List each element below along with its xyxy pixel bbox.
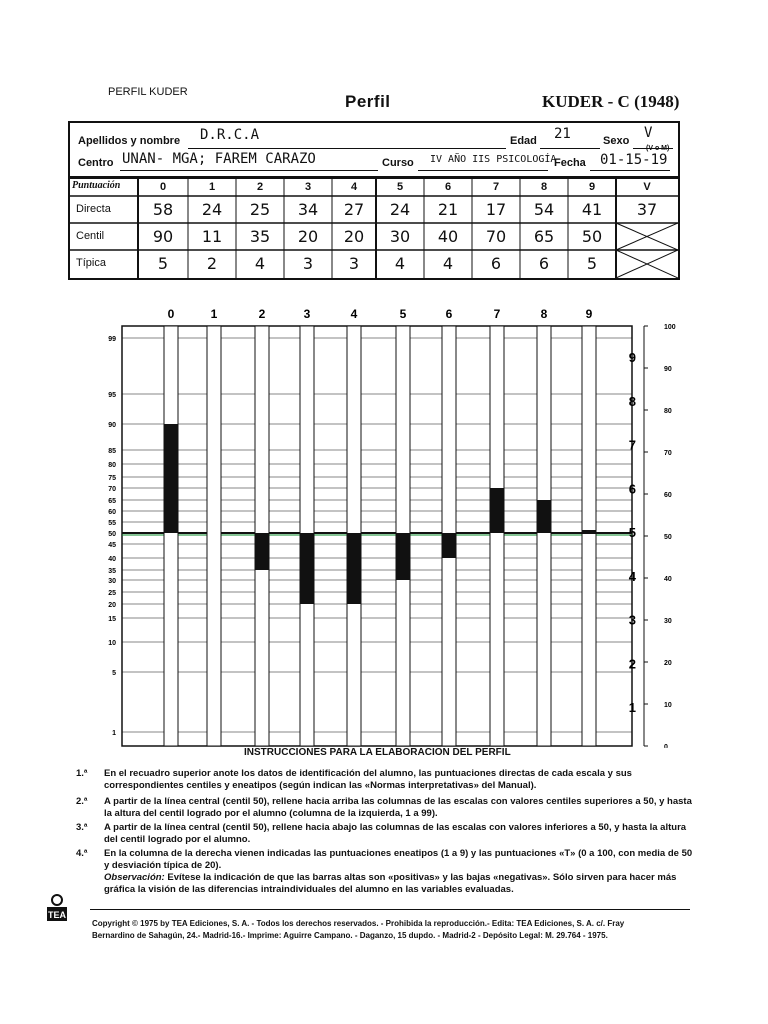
centile-tick-label: 1 [112,730,116,737]
sex-field[interactable]: V [644,125,653,141]
name-field[interactable]: D.R.C.A [200,127,260,143]
instruction-number: 3.ª [76,822,88,833]
instruction-text: A partir de la línea central (centil 50), rellene hacia arriba las columnas de las escalas con valores centiles superiores a 50, y hasta la altura del centil logrado por el alumno (columna de la izquierda, 1 a 99). [104,796,692,819]
score-cell: 11 [201,227,223,246]
scale-header-1: 1 [208,181,216,193]
centile-tick-label: 10 [108,640,116,647]
instruction-number: 1.ª [76,768,88,779]
profile-column-label: 0 [167,307,175,321]
profile-chart [82,300,684,748]
stanine-label: 9 [628,350,636,366]
centile-tick-label: 30 [108,578,116,585]
t-score-label: 90 [664,366,672,373]
centile-tick-label: 75 [108,475,116,482]
centile-tick-label: 70 [108,486,116,493]
profile-bar-3 [300,533,314,604]
centile-tick-label: 20 [108,602,116,609]
profile-column-label: 7 [493,307,501,321]
corner-label: PERFIL KUDER [108,86,188,98]
footer-line-1: Copyright © 1975 by TEA Ediciones, S. A. - Todos los derechos reservados. - Prohibida la reproducción.- Edita: TEA Ediciones, S. A. c/. Fray [92,919,625,928]
score-cell: 4 [254,254,266,273]
centile-tick-label: 35 [108,568,116,575]
score-cell: 40 [437,227,459,246]
profile-bar-4 [347,533,361,604]
scale-header-3: 3 [304,181,312,193]
score-cell: 41 [581,200,603,219]
centile-tick-label: 5 [112,670,116,677]
instruction-number: 2.ª [76,796,88,807]
identification-box [68,121,680,179]
stanine-label: 5 [628,525,636,541]
date-field[interactable]: 01-15-19 [600,152,668,168]
profile-bar-5 [396,533,410,580]
scale-header-7: 7 [492,181,500,193]
score-cell: 20 [297,227,319,246]
scale-header-6: 6 [444,181,452,193]
scale-header-4: 4 [350,181,358,193]
t-score-label: 50 [664,534,672,541]
score-header-label: Puntuación [72,180,121,191]
centile-tick-label: 85 [108,448,116,455]
profile-column-label: 1 [210,307,218,321]
t-score-label: 40 [664,576,672,583]
score-cell: 21 [437,200,459,219]
age-label: Edad [510,135,537,147]
stanine-label: 7 [628,437,636,453]
instruction-text: En el recuadro superior anote los datos de identificación del alumno, las puntuaciones directas de cada escala y sus correspondientes centiles y eneatipos (según indican las «Normas interpretativas» del Manual). [104,768,632,791]
centile-tick-label: 25 [108,590,116,597]
page-title: Perfil [345,92,391,111]
scale-header-0: 0 [159,181,167,193]
instruction-number: 4.ª [76,848,88,859]
date-label: Fecha [554,157,586,169]
score-table [68,176,680,280]
centile-tick-label: 50 [108,531,116,538]
course-label: Curso [382,157,414,169]
profile-column-label: 3 [303,307,311,321]
scale-column-1 [207,326,221,746]
score-cell: 3 [302,254,314,273]
instructions-title: INSTRUCCIONES PARA LA ELABORACION DEL PERFIL [244,747,511,758]
profile-column-label: 8 [540,307,548,321]
svg-text:TEA: TEA [48,910,66,920]
center-field[interactable]: UNAN- MGA; FAREM CARAZO [122,151,316,167]
profile-column-label: 5 [399,307,407,321]
observation-note [104,872,696,896]
scale-header-5: 5 [396,181,404,193]
footer-line-2: Bernardino de Sahagún, 24.- Madrid-16.- Imprime: Aguirre Campano. - Daganzo, 15 dupdo. - Madrid-2 - Depósito Legal: M. 29.764 - 1975. [92,931,608,940]
t-score-label: 0 [664,744,668,748]
stanine-label: 8 [628,393,636,409]
scale-column-0 [164,326,178,746]
footer-divider [90,909,690,910]
centile-tick-label: 60 [108,509,116,516]
instruction-text: A partir de la línea central (centil 50), rellene hacia abajo las columnas de las escalas con valores inferiores a 50, y hasta la altura del centil logrado por el alumno. [104,822,687,845]
centile-tick-label: 40 [108,556,116,563]
scale-header-8: 8 [540,181,548,193]
sex-label: Sexo [603,135,630,147]
score-cell: 30 [389,227,411,246]
scale-header-V: V [643,181,651,193]
score-cell: 90 [152,227,174,246]
score-cell: 5 [586,254,598,273]
centile-tick-label: 15 [108,616,116,623]
profile-column-label: 9 [585,307,593,321]
t-score-label: 70 [664,450,672,457]
scale-column-7 [490,326,504,746]
scale-header-2: 2 [256,181,264,193]
tea-logo-icon [46,893,68,923]
centile-tick-label: 90 [108,422,116,429]
score-cell: 27 [343,200,365,219]
score-cell: 65 [533,227,555,246]
t-score-label: 30 [664,618,672,625]
course-field[interactable]: IV AÑO IIS PSICOLOGÍA [430,154,557,165]
score-cell: 54 [533,200,555,219]
t-score-label: 60 [664,492,672,499]
score-cell: 20 [343,227,365,246]
row-label-1: Centil [76,230,105,242]
scale-column-9 [582,326,596,746]
stanine-label: 3 [628,612,636,628]
age-field[interactable]: 21 [554,126,571,142]
profile-column-label: 6 [445,307,453,321]
profile-bar-0 [164,424,178,533]
observation-label: Observación: [104,872,165,883]
score-cell: 35 [249,227,271,246]
stanine-label: 1 [628,700,636,716]
centile-tick-label: 95 [108,392,116,399]
score-cell: 5 [157,254,169,273]
sex-hint: (V o M) [646,145,670,152]
centile-tick-label: 45 [108,542,116,549]
score-cell: 4 [394,254,406,273]
profile-column-label: 2 [258,307,266,321]
scale-header-9: 9 [588,181,596,193]
score-cell: 25 [249,200,271,219]
profile-bar-7 [490,488,504,533]
score-cell: 3 [348,254,360,273]
score-cell: 34 [297,200,319,219]
score-cell: 70 [485,227,507,246]
score-cell: 50 [581,227,603,246]
score-cell: 6 [490,254,502,273]
t-score-label: 100 [664,324,676,331]
row-label-0: Directa [76,203,111,215]
score-cell: 4 [442,254,454,273]
stanine-label: 4 [628,568,636,584]
score-cell: 6 [538,254,550,273]
score-cell: 58 [152,200,174,219]
t-score-label: 80 [664,408,672,415]
stanine-label: 6 [628,481,636,497]
name-label: Apellidos y nombre [78,135,181,147]
profile-column-label: 4 [350,307,358,321]
score-cell: 24 [389,200,411,219]
scale-column-8 [537,326,551,746]
t-score-label: 10 [664,702,672,709]
stanine-label: 2 [628,656,636,672]
centile-tick-label: 80 [108,462,116,469]
profile-bar-8 [537,500,551,533]
t-score-label: 20 [664,660,672,667]
profile-bar-9 [582,530,596,534]
faded-stamp [44,84,100,116]
score-cell: 17 [485,200,507,219]
center-label: Centro [78,157,114,169]
score-cell: 2 [206,254,218,273]
row-label-2: Típica [76,257,106,269]
centile-tick-label: 65 [108,498,116,505]
instruction-text: En la columna de la derecha vienen indicadas las puntuaciones eneatipos (1 a 9) y las puntuaciones «T» (0 a 100, con media de 50 y desviación típica de 20). [104,848,693,871]
profile-bar-2 [255,533,269,570]
score-cell: 24 [201,200,223,219]
centile-tick-label: 99 [108,336,116,343]
profile-bar-6 [442,533,456,558]
centile-tick-label: 55 [108,520,116,527]
score-cell: 37 [636,200,658,219]
test-name: KUDER - C (1948) [542,92,680,111]
observation-text: Evítese la indicación de que las barras altas son «positivas» y las bajas «negativas». Sólo sirven para hacer más gráfica la visión de las diferencias intraindividuales del alumno en las variables evaluadas. [104,872,677,895]
